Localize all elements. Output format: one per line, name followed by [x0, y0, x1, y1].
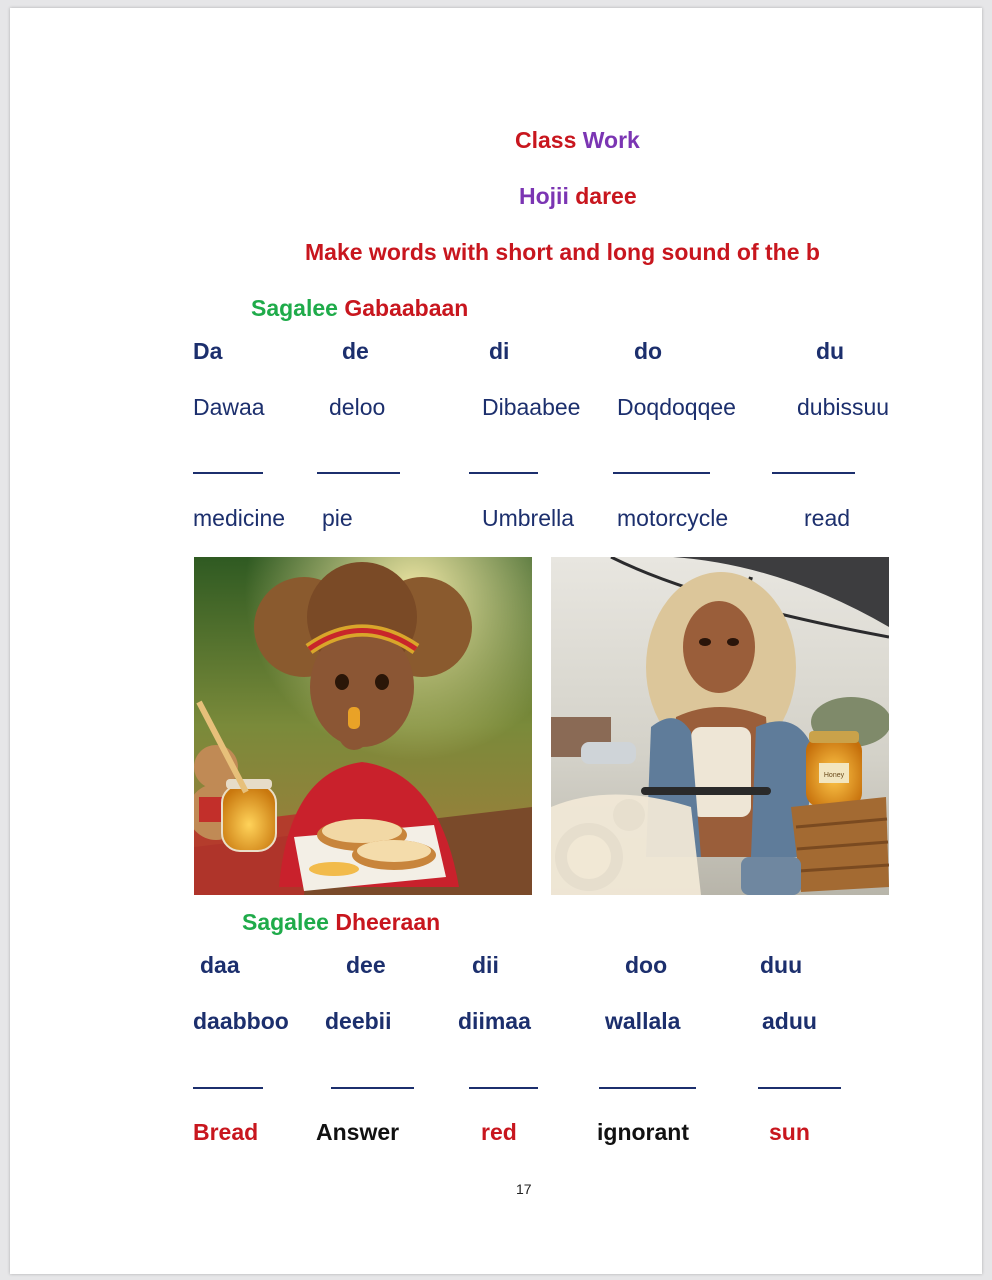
- short-syllable: de: [342, 338, 369, 364]
- short-word: Doqdoqqee: [617, 394, 736, 420]
- short-meaning: motorcycle: [617, 505, 729, 531]
- short-syllable: Da: [193, 338, 223, 364]
- long-meaning: Answer: [316, 1119, 400, 1145]
- long-meaning: red: [481, 1119, 517, 1145]
- title-part-class: Class: [515, 127, 577, 153]
- subtitle-part-hojii: Hojii: [519, 183, 569, 209]
- short-syllable: di: [489, 338, 510, 364]
- answer-blank: [469, 472, 538, 474]
- answer-blank: [772, 472, 855, 474]
- short-section-heading: [251, 297, 468, 320]
- title-part-work: Work: [582, 127, 640, 153]
- long-heading-dheeraan: Dheeraan: [335, 909, 441, 935]
- subtitle-part-daree: daree: [575, 183, 637, 209]
- long-syllable: dee: [346, 952, 386, 978]
- girl-eating-bread-illustration: [194, 557, 532, 895]
- long-word: diimaa: [458, 1008, 531, 1034]
- woman-umbrella-motorcycle-image: [551, 557, 889, 895]
- long-heading-sagalee: Sagalee: [242, 909, 329, 935]
- short-meaning: Umbrella: [482, 505, 575, 531]
- long-meaning: Bread: [193, 1119, 259, 1145]
- long-syllable: dii: [472, 952, 499, 978]
- long-section-heading: [242, 911, 440, 934]
- long-syllable: doo: [625, 952, 668, 978]
- short-word: deloo: [329, 394, 386, 420]
- short-meaning: read: [804, 505, 851, 531]
- answer-blank: [193, 472, 263, 474]
- answer-blank: [193, 1087, 263, 1089]
- answer-blank: [469, 1087, 538, 1089]
- long-syllable: duu: [760, 952, 803, 978]
- short-meaning: medicine: [193, 505, 286, 531]
- page-subtitle: [519, 185, 637, 208]
- answer-blank: [331, 1087, 414, 1089]
- long-word: deebii: [325, 1008, 392, 1034]
- long-word: wallala: [605, 1008, 681, 1034]
- short-heading-gabaabaan: Gabaabaan: [344, 295, 469, 321]
- answer-blank: [758, 1087, 841, 1089]
- short-word: Dawaa: [193, 394, 265, 420]
- instruction-text: Make words with short and long sound of the b: [305, 239, 820, 265]
- long-word: aduu: [762, 1008, 817, 1034]
- girl-eating-bread-image: [194, 557, 532, 895]
- page-number: 17: [516, 1181, 532, 1197]
- honey-jar-label: Honey: [823, 772, 845, 779]
- long-word: daabboo: [193, 1008, 289, 1034]
- short-syllable: do: [634, 338, 663, 364]
- short-word: Dibaabee: [482, 394, 581, 420]
- answer-blank: [599, 1087, 696, 1089]
- answer-blank: [613, 472, 710, 474]
- woman-umbrella-motorcycle-illustration: [551, 557, 889, 895]
- short-word: dubissuu: [797, 394, 890, 420]
- long-meaning: ignorant: [597, 1119, 689, 1145]
- long-meaning: sun: [769, 1119, 810, 1145]
- short-syllable: du: [816, 338, 845, 364]
- long-syllable: daa: [200, 952, 240, 978]
- short-meaning: pie: [322, 505, 353, 531]
- answer-blank: [317, 472, 400, 474]
- page-title: [515, 129, 640, 152]
- short-heading-sagalee: Sagalee: [251, 295, 338, 321]
